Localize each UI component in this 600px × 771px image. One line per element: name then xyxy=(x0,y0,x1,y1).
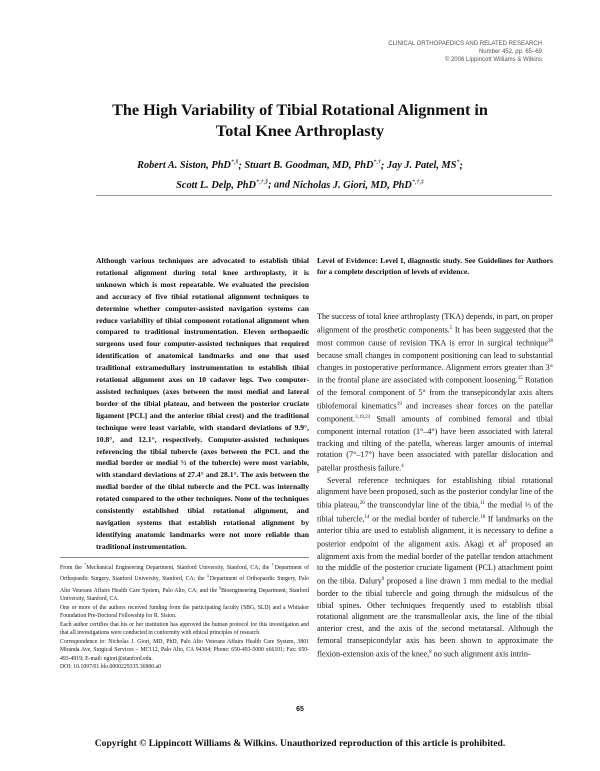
author-name: Stuart B. Goodman, MD, PhD xyxy=(244,160,374,172)
citation-superscript: 5 xyxy=(449,325,453,331)
correspondence: Correspondence to: Nicholas J. Giori, MD, PhD, Palo Alto Veterans Affairs Health Care System, 3801 Miranda Ave, Surgical Services – MC112, Palo Alto, CA 94304; Phone: 650-493-5000 x66101; Fax: 650-493-4919; E-mail: ngiori@stanford.edu. xyxy=(60,638,309,662)
author-marks: *,†,‡ xyxy=(411,179,424,186)
title-divider xyxy=(96,195,552,196)
citation-superscript: 4 xyxy=(401,464,404,470)
abstract: Although various techniques are advocated to establish tibial rotational alignment during total knee arthroplasty, it is unknown which is most repeatable. We evaluated the precision and accuracy of five tibial rotational alignment techniques to determine whether computer-assisted navigation systems can reduce variability of tibial component rotational alignment when compared to traditional instrumentation. Eleven orthopaedic surgeons used four computer-assisted techniques that required identification of anatomical landmarks and one that used traditional extramedullary instrumentation to establish tibial rotational alignment axes on 10 cadaver legs. Two computer-assisted techniques (axes between the most medial and lateral border of the tibial plateau, and between the posterior cruciate ligament [PCL] and the anterior tibial crest) and the traditional technique were least variable, with standard deviations of 9.9°, 10.8°, and 12.1°, respectively. Computer-assisted techniques referencing the tibial tubercle (axes between the PCL and the medial border or medial ⅓ of the tubercle) were most variable, with standard deviations of 27.4° and 28.1°. The axis between the medial border of the tibial tubercle and the PCL was internally rotated compared to the other techniques. None of the techniques consistently established tibial rotational alignment, and navigation systems that establish rotational alignment by identifying anatomic landmarks were not more reliable than traditional instrumentation. xyxy=(96,256,309,551)
citation-superscript: ‡ xyxy=(206,573,210,579)
author xyxy=(176,180,268,191)
affiliations-footnote xyxy=(60,557,309,672)
body-paragraph-2: Several reference techniques for establishing tibial rotational alignment have been proposed, such as the posterior condylar line of the tibia plateau,$^{20}$ the transcondylar line of the tibia,$^{11}$ the medial ⅓ of the tibial tubercle,$^{14}$ or the medial border of tubercle.$^{18}$ If landmarks on the anterior tibia are used to establish alignment, it is necessary to define a posterior endpoint of the alignment axis. Akagi et $al^2$ proposed an alignment axis from the medial border of the patellar tendon attachment to the middle of the posterior cruciate ligament (PCL) attachment point on the tibia. Dalury$^9$ proposed a line drawn 1 mm medial to the medial border to the tibial tubercle and going through the midsulcus of the tibial spines. Other techniques frequently used to establish tibial rotational alignment are the transmalleolar axis, the line of the tibial anterior crest, and the axis of the second metatarsal. Although the femoral transepicondylar axis has been shown to approximate the flexion-extension axis of the knee,$^8$ no such alignment axis intrin- xyxy=(317,475,553,659)
author-name: Jay J. Patel, MS xyxy=(386,160,457,172)
author-name: Robert A. Siston, PhD xyxy=(137,160,231,172)
citation-superscript: 18 xyxy=(480,514,486,520)
copyright-notice: Copyright © Lippincott Williams & Wilkins. Unauthorized reproduction of this article is prohibited. xyxy=(94,738,506,749)
author-separator: ; and xyxy=(267,179,293,191)
citation-superscript: 2 xyxy=(504,540,507,546)
author-marks: *,†,§ xyxy=(255,179,268,186)
author xyxy=(137,160,238,171)
page-number: 65 xyxy=(296,706,304,713)
citation-superscript: 11 xyxy=(480,501,485,507)
body-text xyxy=(317,311,553,660)
author-name: Nicholas J. Giori, MD, PhD xyxy=(292,179,412,191)
author-separator: ; xyxy=(380,160,387,172)
author xyxy=(293,180,424,191)
citation-superscript: † xyxy=(271,562,275,567)
author-marks: *,§ xyxy=(230,160,239,166)
author-list xyxy=(60,155,540,194)
citation-superscript: * xyxy=(84,562,87,567)
article-title xyxy=(60,100,540,142)
citation-superscript: 19 xyxy=(396,401,402,407)
citation-superscript: 14 xyxy=(364,514,370,520)
author-separator: ; xyxy=(238,160,245,172)
citation-superscript: 9 xyxy=(381,577,385,583)
journal-name: CLINICAL ORTHOPAEDICS AND RELATED RESEARCH xyxy=(388,41,542,47)
body-paragraph-1: The success of total knee arthroplasty (TKA) depends, in part, on proper alignment of the prosthetic components.$^5$ It has been suggested that the most common cause of revision TKA is error in surgical technique$^{28}$ because small changes in component positioning can lead to substantial changes in postoperative performance. Alignment errors greater than 3° in the frontal plane are associated with component loosening.$^{15}$ Rotation of the femoral component of 5° from the transepicondylar axis alters tibiofemoral kinematics$^{19}$ and increases shear forces on the patellar component.$^{3,19,23}$ Small amounts of combined femoral and tibial component internal rotation (1°–4°) have been associated with lateral tracking and tilting of the patella, whereas larger amounts of internal rotation (7°–17°) have been associated with patellar dislocation and patellar prosthesis failure.$^4$ xyxy=(317,312,553,473)
citation-superscript: 15 xyxy=(517,376,523,382)
affiliation-from: From the *Mechanical Engineering Department, Stanford University, Stanford, CA; the †Department of Orthopaedic Surgery, Stanford University, Stanford, CA; the ‡Department of Orthopaedic Surgery, Palo Alto Veterans Affairs Health Care System, Palo Alto, CA; and the §Bioengineering Department, Stanford University, Stanford, CA. xyxy=(60,562,309,603)
journal-header xyxy=(388,40,542,64)
doi: DOI: 10.1097/01.blo.0000229335.36900.a0 xyxy=(60,664,161,671)
citation-superscript: 3,19,23 xyxy=(355,415,371,421)
level-of-evidence: Level of Evidence: Level I, diagnostic study. See Guidelines for Authors for a complete description of levels of evidence. xyxy=(317,256,553,277)
citation-superscript: 20 xyxy=(359,501,365,507)
title-line-1: The High Variability of Tibial Rotational Alignment in xyxy=(112,101,488,119)
citation-superscript: 28 xyxy=(548,339,553,345)
author-marks: *,† xyxy=(373,160,381,166)
citation-superscript: 8 xyxy=(429,649,432,655)
title-line-2: Total Knee Arthroplasty xyxy=(215,122,385,140)
author xyxy=(386,160,463,172)
affiliation-ethics: Each author certifies that his or her institution has approved the human protocol for this investigation and that all investigations were conducted in conformity with ethical principles of research. xyxy=(60,621,309,637)
author-name: Scott L. Delp, PhD xyxy=(176,179,256,191)
author xyxy=(244,160,381,171)
citation-superscript: § xyxy=(219,584,222,590)
journal-issue: Number 452, pp. 65–69 xyxy=(478,49,542,55)
affiliation-funding: One or more of the authors received funding from the participating faculty (SBG, SLD) and a Whitaker Foundation Pre-Doctoral Fellowship for R. Siston. xyxy=(60,604,309,620)
author-separator: ; xyxy=(459,160,463,172)
author-marks: * xyxy=(456,160,460,166)
journal-publisher: © 2006 Lippincott Williams & Wilkins xyxy=(444,57,542,63)
